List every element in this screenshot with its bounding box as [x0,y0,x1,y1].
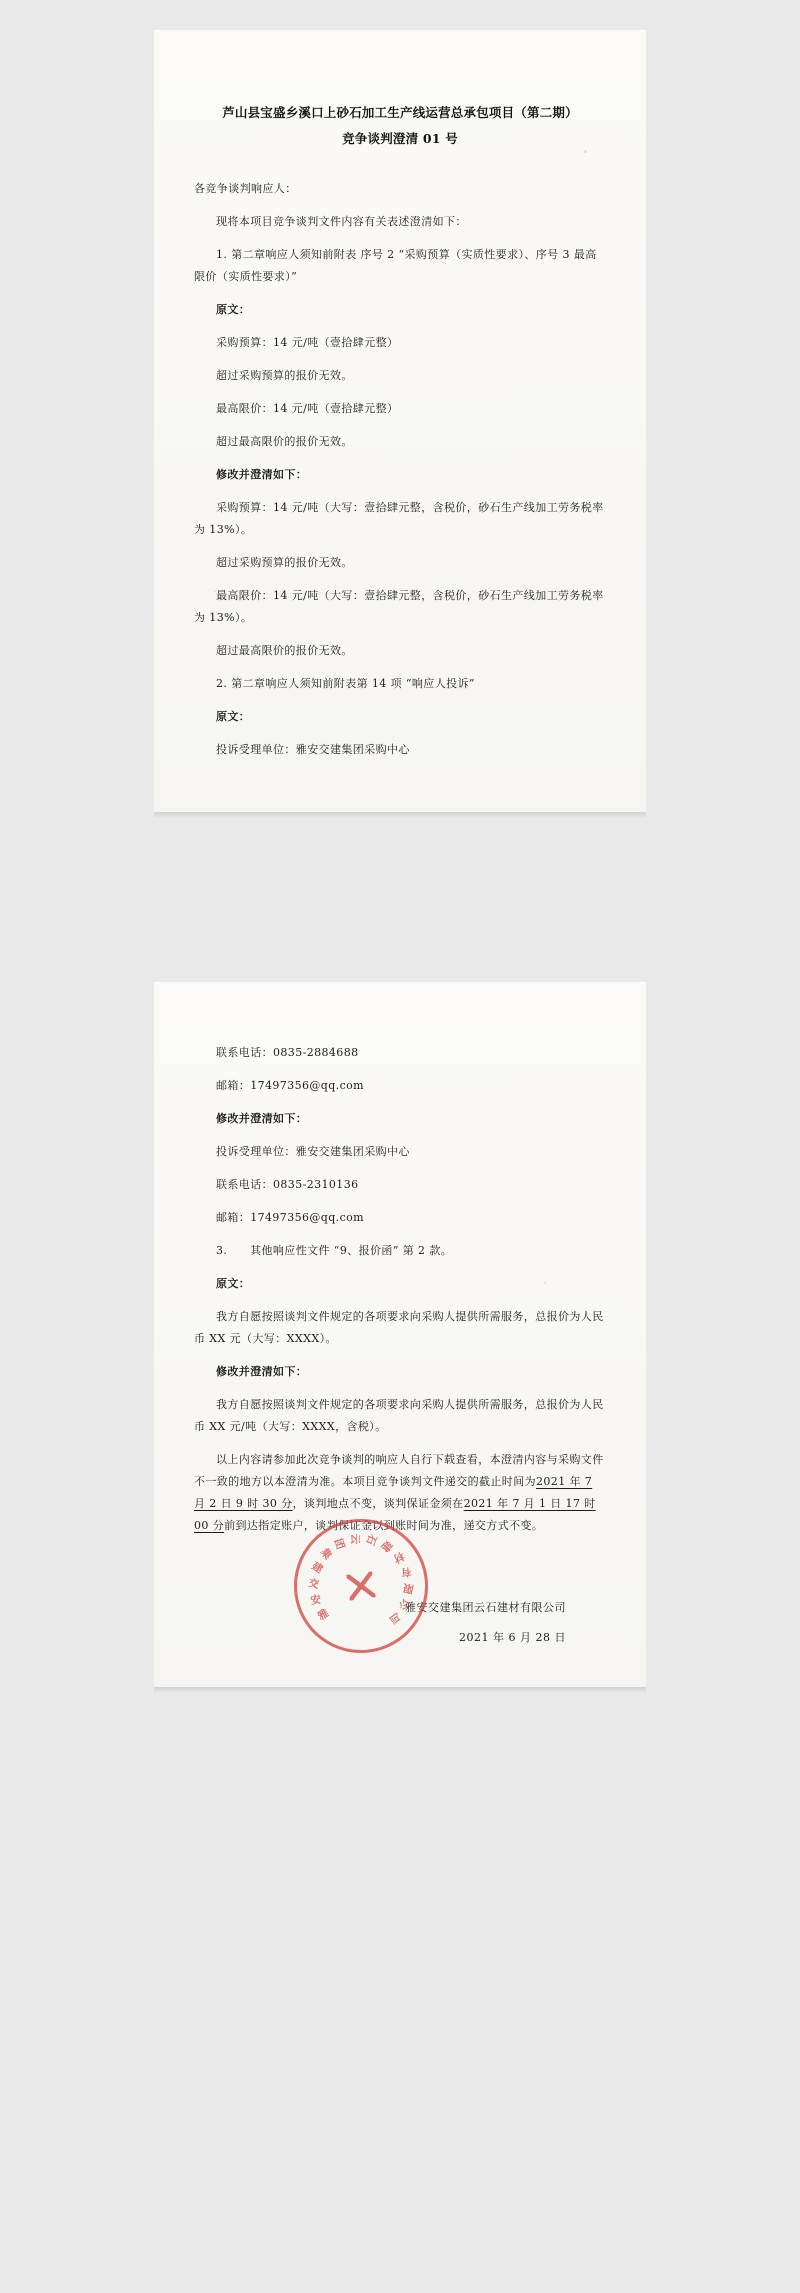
deadline-submission: 2021 年 7 月 2 日 9 时 30 分 [194,1475,593,1510]
revised-unit: 投诉受理单位：雅安交建集团采购中心 [216,1145,410,1158]
page-gap [0,812,800,882]
page-edge-shadow [154,812,646,818]
item-3-original-text: 我方自愿按照谈判文件规定的各项要求向采购人提供所需服务，总报价为人民币 XX 元（大写：XXXX）。 [194,1310,604,1345]
original-email-text: 邮箱：17497356@qq.com [216,1079,364,1092]
original-budget-note: 超过采购预算的报价无效。 [216,369,353,382]
page-title [194,100,606,152]
paper-speck [214,590,216,592]
item-3-revised-text: 我方自愿按照谈判文件规定的各项要求向采购人提供所需服务，总报价为人民币 XX 元/吨（大写：XXXX，含税）。 [194,1398,604,1433]
revised-budget: 采购预算：14 元/吨（大写：壹拾肆元整，含税价，砂石生产线加工劳务税率为 13%）。 [194,501,604,536]
original-cap-note: 超过最高限价的报价无效。 [216,435,353,448]
seal-text: 雅 安 交 建 集 团 云 石 建 材 有 限 公 司 [307,1532,415,1626]
title-line-1: 芦山县宝盛乡溪口上砂石加工生产线运营总承包项目（第二期） [222,105,578,120]
revised-cap: 最高限价：14 元/吨（大写：壹拾肆元整，含税价，砂石生产线加工劳务税率为 13%）。 [194,589,604,624]
deadline-deposit: 2021 年 7 月 1 日 17 时 00 分 [194,1497,596,1532]
item-3-revised-label: 修改并澄清如下： [216,1365,308,1378]
document-page-1 [154,30,646,812]
original-phone [194,1042,606,1064]
item-1-revised-label: 修改并澄清如下： [216,468,308,481]
signature-date: 2021 年 6 月 28 日 [459,1631,566,1644]
closing-part-2: ，谈判地点不变，谈判保证金须在 [292,1497,464,1510]
item-2-original-unit: 投诉受理单位：雅安交建集团采购中心 [216,743,410,756]
document-page-2 [154,982,646,1687]
signature-organization: 雅安交建集团云石建材有限公司 [405,1601,566,1614]
item-2-heading: 2. 第二章响应人须知前附表第 14 项 “响应人投诉” [216,677,475,690]
item-1-original-label: 原文： [216,303,251,316]
revised-phone: 联系电话：0835-2310136 [216,1178,359,1191]
salutation: 各竞争谈判响应人： [194,182,297,195]
revised-budget-note: 超过采购预算的报价无效。 [216,556,353,569]
paper-speck [544,1282,546,1284]
item-3-original-label: 原文： [216,1277,251,1290]
closing-part-3: 前到达指定账户，谈判保证金以到账时间为准，递交方式不变。 [224,1519,544,1532]
page2-revised-label: 修改并澄清如下： [216,1112,308,1125]
closing-part-1: 以上内容请参加此次竞争谈判的响应人自行下载查看，本澄清内容与采购文件不一致的地方以本澄清为准。本项目竞争谈判文件递交的截止时间为 [194,1453,604,1488]
item-2-original-label: 原文： [216,710,251,723]
revised-email: 邮箱：17497356@qq.com [216,1211,364,1224]
signature-block [194,1532,606,1649]
closing-paragraph [194,1449,606,1537]
page-edge-shadow [154,1687,646,1693]
original-cap: 最高限价：14 元/吨（壹拾肆元整） [216,402,399,415]
original-email [194,1075,606,1097]
original-budget: 采购预算：14 元/吨（壹拾肆元整） [216,336,399,349]
intro-paragraph: 现将本项目竞争谈判文件内容有关表述澄清如下： [216,215,467,228]
paper-speck [584,150,587,153]
original-phone-text: 联系电话：0835-2884688 [216,1046,359,1059]
item-3-heading: 3. 其他响应性文件 “9、报价函” 第 2 款。 [216,1244,453,1257]
revised-cap-note: 超过最高限价的报价无效。 [216,644,353,657]
title-line-2: 竞争谈判澄清 01 号 [342,131,458,146]
item-1-heading: 1. 第二章响应人须知前附表 序号 2 “采购预算（实质性要求）、序号 3 最高限价（实质性要求）” [194,248,597,283]
